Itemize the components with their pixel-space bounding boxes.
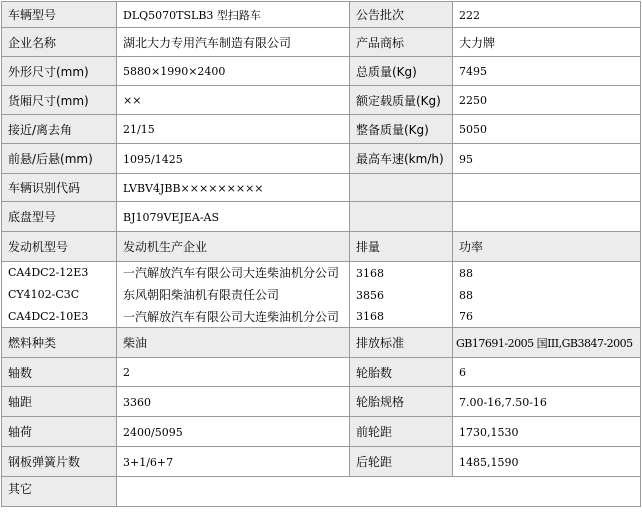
power-header: 功率 bbox=[453, 232, 641, 262]
fuel-type-value: 柴油 bbox=[117, 328, 350, 358]
overhang-value: 1095/1425 bbox=[117, 144, 350, 174]
max-speed-label: 最高车速(km/h) bbox=[350, 144, 453, 174]
vin-value: LVBV4JBB××××××××× bbox=[117, 174, 350, 202]
engine-model-header: 发动机型号 bbox=[2, 232, 117, 262]
wheelbase-value: 3360 bbox=[117, 387, 350, 417]
other-label: 其它 bbox=[2, 477, 117, 507]
empty-cell bbox=[350, 174, 453, 202]
table-row bbox=[2, 144, 641, 174]
overall-dimensions-value: 5880×1990×2400 bbox=[117, 57, 350, 86]
table-row bbox=[2, 417, 641, 447]
engine-power: 88 bbox=[453, 284, 641, 306]
engine-maker-header: 发动机生产企业 bbox=[117, 232, 350, 262]
table-row bbox=[2, 358, 641, 387]
company-name-label: 企业名称 bbox=[2, 28, 117, 57]
engine-model: CA4DC2-10E3 bbox=[2, 306, 117, 328]
axle-count-label: 轴数 bbox=[2, 358, 117, 387]
front-track-label: 前轮距 bbox=[350, 417, 453, 447]
emission-standard-label: 排放标准 bbox=[350, 328, 453, 358]
max-speed-value: 95 bbox=[453, 144, 641, 174]
engine-model: CY4102-C3C bbox=[2, 284, 117, 306]
vin-label: 车辆识别代码 bbox=[2, 174, 117, 202]
emission-standard-value: GB17691-2005 国III,GB3847-2005 bbox=[453, 328, 641, 358]
vehicle-spec-table bbox=[1, 1, 641, 507]
rear-track-label: 后轮距 bbox=[350, 447, 453, 477]
displacement-header: 排量 bbox=[350, 232, 453, 262]
engine-power: 88 bbox=[453, 262, 641, 284]
engine-maker: 一汽解放汽车有限公司大连柴油机分公司 bbox=[117, 306, 350, 328]
table-row bbox=[2, 202, 641, 232]
cargo-dimensions-label: 货厢尺寸(mm) bbox=[2, 86, 117, 115]
table-row bbox=[2, 115, 641, 144]
engine-displacement: 3168 bbox=[350, 306, 453, 328]
table-row bbox=[2, 2, 641, 28]
wheelbase-label: 轴距 bbox=[2, 387, 117, 417]
axle-load-label: 轴荷 bbox=[2, 417, 117, 447]
tire-count-value: 6 bbox=[453, 358, 641, 387]
table-row bbox=[2, 328, 641, 358]
gross-mass-value: 7495 bbox=[453, 57, 641, 86]
tire-count-label: 轮胎数 bbox=[350, 358, 453, 387]
company-name-value: 湖北大力专用汽车制造有限公司 bbox=[117, 28, 350, 57]
table-row bbox=[2, 28, 641, 57]
engine-displacement: 3856 bbox=[350, 284, 453, 306]
table-row bbox=[2, 447, 641, 477]
engine-displacement: 3168 bbox=[350, 262, 453, 284]
tire-spec-value: 7.00-16,7.50-16 bbox=[453, 387, 641, 417]
leaf-spring-value: 3+1/6+7 bbox=[117, 447, 350, 477]
vehicle-model-label: 车辆型号 bbox=[2, 2, 117, 28]
table-row bbox=[2, 86, 641, 115]
front-track-value: 1730,1530 bbox=[453, 417, 641, 447]
overall-dimensions-label: 外形尺寸(mm) bbox=[2, 57, 117, 86]
engine-row bbox=[2, 262, 641, 284]
brand-value: 大力牌 bbox=[453, 28, 641, 57]
chassis-model-value: BJ1079VEJEA-AS bbox=[117, 202, 350, 232]
approach-departure-label: 接近/离去角 bbox=[2, 115, 117, 144]
table-row bbox=[2, 174, 641, 202]
announcement-batch-label: 公告批次 bbox=[350, 2, 453, 28]
engine-maker: 一汽解放汽车有限公司大连柴油机分公司 bbox=[117, 262, 350, 284]
engine-power: 76 bbox=[453, 306, 641, 328]
table-row bbox=[2, 57, 641, 86]
rated-load-value: 2250 bbox=[453, 86, 641, 115]
engine-model: CA4DC2-12E3 bbox=[2, 262, 117, 284]
brand-label: 产品商标 bbox=[350, 28, 453, 57]
leaf-spring-label: 钢板弹簧片数 bbox=[2, 447, 117, 477]
vehicle-model-value: DLQ5070TSLB3 型扫路车 bbox=[117, 2, 350, 28]
table-row bbox=[2, 387, 641, 417]
engine-row bbox=[2, 284, 641, 306]
overhang-label: 前悬/后悬(mm) bbox=[2, 144, 117, 174]
empty-cell bbox=[453, 202, 641, 232]
fuel-type-label: 燃料种类 bbox=[2, 328, 117, 358]
announcement-batch-value: 222 bbox=[453, 2, 641, 28]
other-value bbox=[117, 477, 641, 507]
empty-cell bbox=[350, 202, 453, 232]
axle-count-value: 2 bbox=[117, 358, 350, 387]
engine-row bbox=[2, 306, 641, 328]
approach-departure-value: 21/15 bbox=[117, 115, 350, 144]
rated-load-label: 额定载质量(Kg) bbox=[350, 86, 453, 115]
curb-mass-label: 整备质量(Kg) bbox=[350, 115, 453, 144]
gross-mass-label: 总质量(Kg) bbox=[350, 57, 453, 86]
curb-mass-value: 5050 bbox=[453, 115, 641, 144]
cargo-dimensions-value: ×× bbox=[117, 86, 350, 115]
engine-maker: 东风朝阳柴油机有限责任公司 bbox=[117, 284, 350, 306]
empty-cell bbox=[453, 174, 641, 202]
table-row bbox=[2, 477, 641, 507]
engine-header-row bbox=[2, 232, 641, 262]
rear-track-value: 1485,1590 bbox=[453, 447, 641, 477]
tire-spec-label: 轮胎规格 bbox=[350, 387, 453, 417]
axle-load-value: 2400/5095 bbox=[117, 417, 350, 447]
chassis-model-label: 底盘型号 bbox=[2, 202, 117, 232]
